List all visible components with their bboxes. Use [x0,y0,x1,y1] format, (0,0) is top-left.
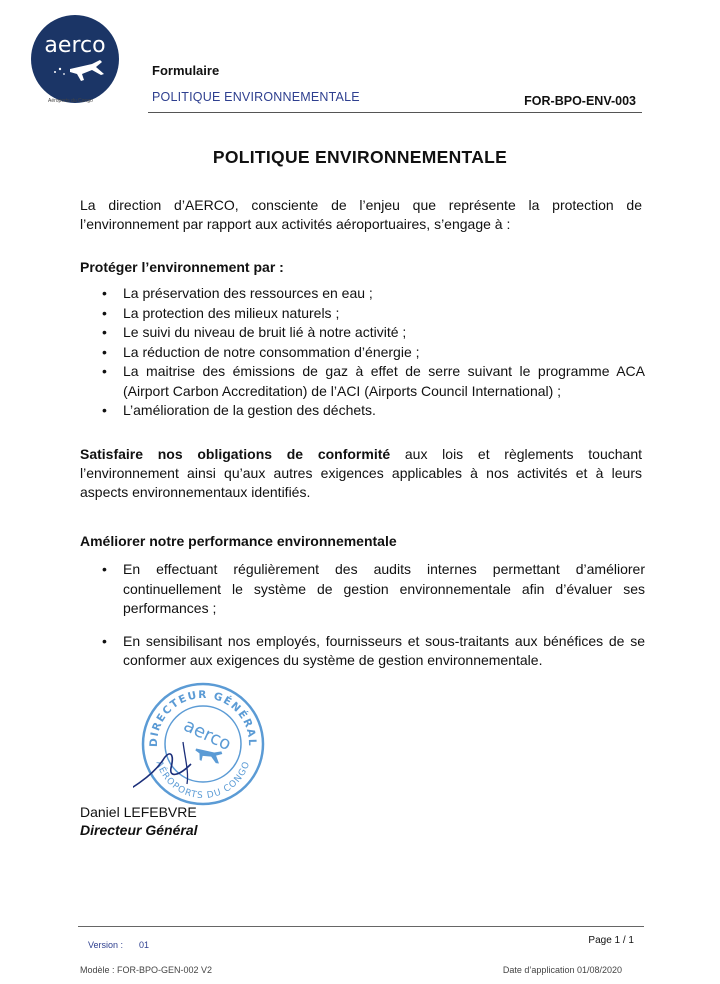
list-item: • En effectuant régulièrement des audits internes permettant d’améliorer continuellement le système de gestion environnementale afin d’évaluer ses performances ; [80,560,645,619]
list-item: • La maitrise des émissions de gaz à effet de serre suivant le programme ACA (Airport Carbon Accreditation) de l’ACI (Airports Council International) ; [80,362,645,401]
list-item: • Le suivi du niveau de bruit lié à notre activité ; [80,323,645,343]
svg-text:AÉROPORTS DU CONGO [154,760,253,801]
official-stamp [133,680,273,808]
section2-bold: Satisfaire nos obligations de conformité [80,446,391,462]
signer-name: Daniel LEFEBVRE [80,804,197,820]
version-info [88,940,149,950]
intro-paragraph: La direction d’AERCO, consciente de l’enjeu que représente la protection de l’environnement par rapport aux activités aéroportuaires, s’engage à : [80,197,642,232]
section1-list [80,284,645,421]
stamp-center-text: aerco [180,714,235,756]
list-item: • En sensibilisant nos employés, fournisseurs et sous-traitants aux bénéfices de se conformer aux exigences du système de gestion environnementale. [80,632,645,671]
stamp-top-text: DIRECTEUR GÉNÉRAL [147,688,259,748]
header-divider [148,112,642,113]
form-title: POLITIQUE ENVIRONNEMENTALE [152,90,360,104]
version-label: Version : [88,940,124,950]
model-reference: Modèle : FOR-BPO-GEN-002 V2 [80,965,213,975]
list-item: • La réduction de notre consommation d’énergie ; [80,343,645,363]
footer-divider [78,926,644,927]
logo-subtitle: Aéroports du Congo [48,98,93,104]
page-number: Page 1 / 1 [588,935,634,946]
list-item: • La protection des milieux naturels ; [80,304,645,324]
form-label: Formulaire [152,63,220,78]
list-item: • L’amélioration de la gestion des déchets. [80,401,645,421]
version-value: 01 [139,940,150,950]
section3-heading: Améliorer notre performance environnementale [80,533,397,549]
signer-title: Directeur Général [80,822,198,838]
aerco-logo [30,14,120,104]
application-date: Date d’application 01/08/2020 [502,965,622,975]
logo-wordmark: aerco [44,33,106,58]
form-code: FOR-BPO-ENV-003 [524,94,636,108]
document-title: POLITIQUE ENVIRONNEMENTALE [212,147,508,167]
section2-paragraph [80,445,642,502]
section3-list [80,560,645,671]
stamp-bottom-text: AÉROPORTS DU CONGO [153,759,253,802]
section2-text: aux lois et règlements touchant l’environnement ainsi qu’aux autres exigences applicables à nos activités et à leurs aspects environnementaux identifiés. [80,446,642,500]
section1-heading: Protéger l’environnement par : [80,259,284,275]
list-item: • La préservation des ressources en eau ; [80,284,645,304]
